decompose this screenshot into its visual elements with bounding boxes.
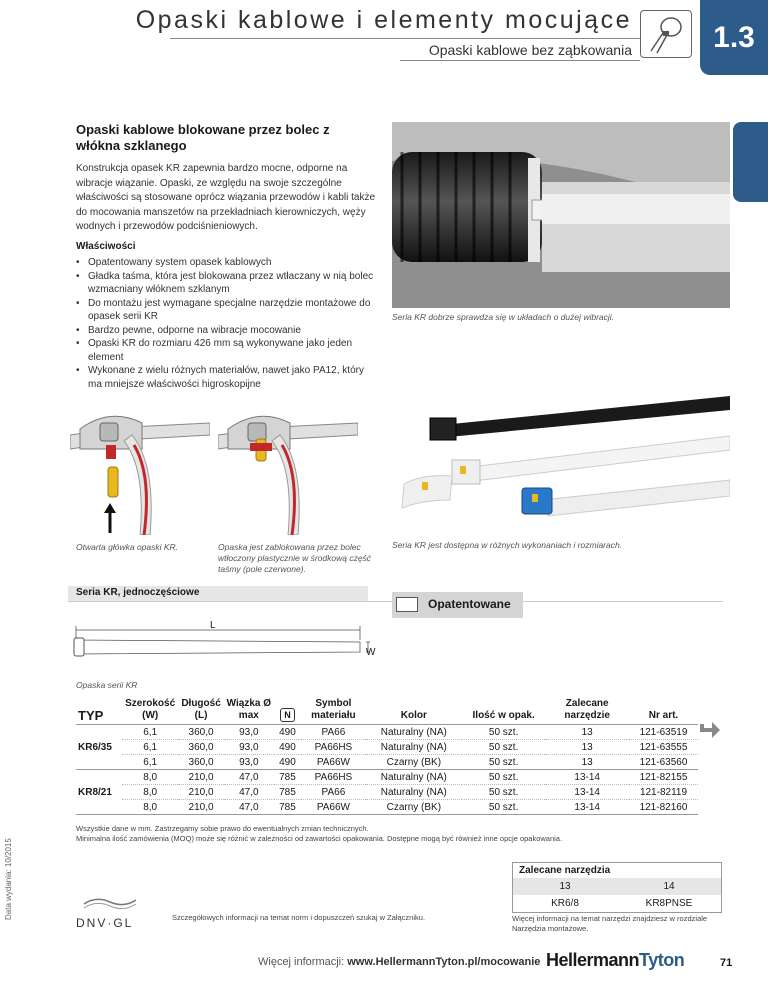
qty-cell: 50 szt. [462,785,546,800]
more-info-prefix: Więcej informacji: [258,956,348,968]
patent-icon [396,597,418,612]
issue-date: Data wydania: 10/2015 [4,838,13,920]
width-cell: 8,0 [122,800,178,815]
page-subtitle: Opaski kablowe bez ząbkowania [428,42,632,58]
diagram1-caption: Otwarta główka opaski KR. [76,542,179,552]
table-row [76,800,698,815]
length-cell: 210,0 [178,770,223,785]
dimension-w-label: W [366,647,376,658]
material-cell: PA66W [301,755,366,770]
tools-name-row [512,895,722,913]
width-cell: 6,1 [122,755,178,770]
length-cell: 360,0 [178,725,223,740]
col-width: Szerokość (W) [122,696,178,725]
kr-variants-photo [392,396,730,536]
note-line: Wszystkie dane w mm. Zastrzegamy sobie prawo do ewentualnych zmian technicznych. [76,824,369,833]
bundle-cell: 93,0 [224,755,274,770]
side-tab [733,122,768,202]
dimension-l-label: L [210,620,216,631]
tool-cell: 13-14 [545,800,629,815]
article-heading: Opaski kablowe blokowane przez bolec z włókna szklanego [76,122,330,153]
length-cell: 360,0 [178,740,223,755]
qty-cell: 50 szt. [462,725,546,740]
bundle-cell: 47,0 [224,770,274,785]
qty-cell: 50 szt. [462,770,546,785]
section-label: Seria KR, jednoczęściowe [76,587,200,598]
tool-cell: 13-14 [545,785,629,800]
section-number-tab: 1.3 [700,0,768,75]
title-rule [170,38,640,39]
list-item: • Do montażu jest wymagane specjalne narzędzie montażowe do opasek serii KR [76,297,376,324]
tool-cell: 13 [545,755,629,770]
typ-cell: KR6/35 [76,725,122,770]
length-cell: 360,0 [178,755,223,770]
weight-icon: N [280,708,295,722]
material-cell: PA66 [301,785,366,800]
tools-note: Więcej informacji na temat narzędzi znajdziesz w rozdziale Narzędzia montażowe. [512,914,708,933]
art-cell: 121-63519 [629,725,698,740]
art-cell: 121-63555 [629,740,698,755]
diagram2-caption: Opaska jest zablokowana przez bolec wtłoczony plastycznie w środkową część taśmy (pole czerwone). [218,542,372,574]
qty-cell: 50 szt. [462,740,546,755]
patent-label: Opatentowane [428,597,511,611]
force-cell: 785 [274,770,301,785]
tie-dimension-drawing [70,618,390,668]
photo1-caption: Seria KR dobrze sprawdza się w układach o dużej wibracji. [392,312,615,322]
col-length: Długość (L) [178,696,223,725]
col-color: Kolor [366,696,462,725]
kr-open-diagram [70,405,210,535]
force-cell: 490 [274,755,301,770]
cable-tie-icon [640,10,692,58]
subtitle-rule [400,60,640,61]
tool-cell: 13 [545,725,629,740]
material-cell: PA66HS [301,740,366,755]
list-item: • Opaski KR do rozmiaru 426 mm są wykonywane jako jeden element [76,337,376,364]
bundle-cell: 47,0 [224,800,274,815]
page-turn-arrow-icon [696,720,722,742]
norms-note: Szczegółowych informacji na temat norm i dopuszczeń szukaj w Załączniku. [172,913,426,922]
color-cell: Naturalny (NA) [366,785,462,800]
qty-cell: 50 szt. [462,800,546,815]
hose-photo [392,122,730,308]
brand-part-b: Tyton [639,950,685,970]
list-item: • Gładka taśma, która jest blokowana przez wtłaczany w nią bolec wzmacniany włóknem szklanym [76,270,376,297]
brand-logo [546,950,684,971]
note-line: Minimalna ilość zamówienia (MOQ) może się różnić w zależności od zawartości opakowania. Dostępne mogą być również inne opcje opakowania. [76,834,563,843]
color-cell: Czarny (BK) [366,755,462,770]
list-item: • Wykonane z wielu różnych materiałów, nawet jako PA12, który ma mniejsze właściwości higroskopijne [76,364,376,391]
table-header-row [76,696,698,725]
tool-cell: 13 [545,740,629,755]
width-cell: 8,0 [122,770,178,785]
col-qty: Ilość w opak. [462,696,546,725]
kr-locked-diagram [218,405,358,535]
dnv-label: DNV·GL [76,916,134,930]
table-row [76,785,698,800]
color-cell: Czarny (BK) [366,800,462,815]
tool-name: KR6/8 [551,898,579,909]
page-number: 71 [720,957,733,969]
force-cell: 785 [274,785,301,800]
tools-number-row [512,878,722,895]
more-info [258,956,540,968]
tool-number: 13 [559,881,571,892]
width-cell: 8,0 [122,785,178,800]
dnv-logo-icon [80,896,140,912]
art-cell: 121-82160 [629,800,698,815]
table-row [76,770,698,785]
properties-heading: Właściwości [76,241,136,252]
color-cell: Naturalny (NA) [366,740,462,755]
page-title: Opaski kablowe i elementy mocujące [135,6,632,34]
tools-heading: Zalecane narzędzia [512,862,722,878]
art-cell: 121-82119 [629,785,698,800]
col-art: Nr art. [629,696,698,725]
qty-cell: 50 szt. [462,755,546,770]
force-cell: 490 [274,740,301,755]
bundle-cell: 47,0 [224,785,274,800]
art-cell: 121-82155 [629,770,698,785]
list-item: • Opatentowany system opasek kablowych [76,256,376,270]
drawing-caption: Opaska serii KR [76,680,138,690]
table-row [76,725,698,740]
material-cell: PA66 [301,725,366,740]
table-notes [76,824,716,844]
col-typ: TYP [76,696,122,725]
material-cell: PA66W [301,800,366,815]
photo2-caption: Seria KR jest dostępna w różnych wykonaniach i rozmiarach. [392,540,623,550]
more-info-link[interactable]: www.HellermannTyton.pl/mocowanie [347,956,541,968]
list-item: • Bardzo pewne, odporne na wibracje mocowanie [76,324,376,338]
table-row [76,755,698,770]
brand-part-a: Hellermann [546,950,640,970]
length-cell: 210,0 [178,785,223,800]
art-cell: 121-63560 [629,755,698,770]
width-cell: 6,1 [122,725,178,740]
col-material: Symbol materiału [301,696,366,725]
force-cell: 785 [274,800,301,815]
color-cell: Naturalny (NA) [366,725,462,740]
tool-name: KR8PNSE [645,898,693,909]
length-cell: 210,0 [178,800,223,815]
col-tool: Zalecane narzędzie [545,696,629,725]
width-cell: 6,1 [122,740,178,755]
col-force [274,696,301,725]
color-cell: Naturalny (NA) [366,770,462,785]
typ-cell: KR8/21 [76,770,122,815]
spec-table [76,696,698,815]
table-row [76,740,698,755]
recommended-tools-box [512,862,722,913]
bundle-cell: 93,0 [224,740,274,755]
material-cell: PA66HS [301,770,366,785]
bundle-cell: 93,0 [224,725,274,740]
col-bundle: Wiązka Ø max [224,696,274,725]
article-intro: Konstrukcja opasek KR zapewnia bardzo mocne, odporne na wibracje wiązanie. Opaski, ze względu na swoje szczególne właściwości są stosowane oprócz wiązania przewodów i kabli także do mocowania manszetów na przekładniach kierowniczych, węży wodnych i przewodów podciśnieniowych. [76,163,376,232]
properties-list [76,256,376,391]
tool-cell: 13-14 [545,770,629,785]
tool-number: 14 [663,881,675,892]
force-cell: 490 [274,725,301,740]
